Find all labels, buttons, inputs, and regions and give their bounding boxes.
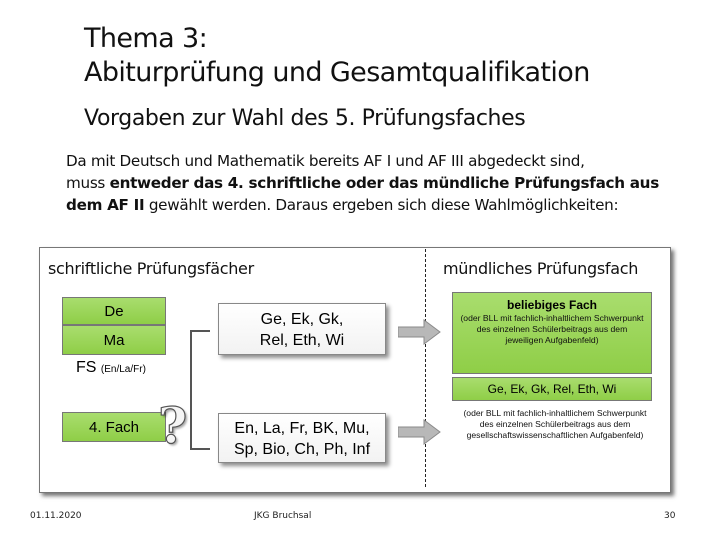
subject-ma-label: Ma [103, 332, 125, 349]
oral-alternative-note: (oder BLL mit fachlich-inhaltlichem Schwerpunkt des einzelnen Schülerbeitrags aus dem gesellschaftswissenschaftlichen Aufgabenfeld) [463, 408, 647, 440]
option-box-languages-sciences [218, 413, 386, 463]
footer-page: 30 [664, 511, 676, 521]
oral-subject-title: beliebiges Fach [506, 298, 598, 312]
intro-text [66, 150, 706, 216]
footer-date: 01.11.2020 [30, 511, 82, 521]
subject-fs [76, 359, 146, 377]
left-heading: schriftliche Prüfungsfächer [48, 259, 254, 278]
intro-line-3 [66, 194, 706, 216]
title-line-1: Thema 3: [84, 23, 208, 54]
option-box-ls-line2: Sp, Bio, Ch, Ph, Inf [233, 441, 371, 458]
option-box-social-line1: Ge, Ek, Gk, [260, 311, 344, 328]
title-line-2: Abiturprüfung und Gesamtqualifikation [84, 57, 590, 88]
connector-stem [190, 330, 192, 450]
intro-line-2a: muss [66, 174, 110, 192]
subject-fs-note: (En/La/Fr) [100, 364, 146, 375]
intro-line-3b: gewählt werden. Daraus ergeben sich diese Wahlmöglichkeiten: [144, 196, 619, 214]
oral-subject-box [452, 292, 652, 374]
connector-bottom [190, 448, 210, 450]
oral-alternative-title [452, 377, 652, 401]
fourth-subject [62, 412, 166, 442]
subject-de [62, 297, 166, 325]
slide-title [84, 22, 590, 90]
footer-center: JKG Bruchsal [254, 511, 312, 521]
oral-subject-note: (oder BLL mit fachlich-inhaltlichem Schwerpunkt des einzelnen Schülerbeitrags aus dem jeweiligen Aufgabenfeld) [460, 313, 644, 345]
subject-de-label: De [104, 303, 124, 320]
intro-line-2 [66, 172, 706, 194]
subject-fs-label: FS [76, 359, 97, 376]
intro-line-2b: entweder das 4. schriftliche oder das mündliche Prüfungsfach aus [109, 174, 659, 192]
option-box-social [218, 303, 386, 355]
intro-line-1: Da mit Deutsch und Mathematik bereits AF I und AF III abgedeckt sind, [66, 152, 585, 170]
question-mark-icon: ? [158, 396, 188, 455]
right-heading: mündliches Prüfungsfach [443, 259, 639, 278]
fourth-subject-label: 4. Fach [88, 419, 140, 436]
oral-alternative-label: Ge, Ek, Gk, Rel, Eth, Wi [487, 382, 617, 396]
option-box-social-line2: Rel, Eth, Wi [259, 332, 345, 349]
arrow-bottom-icon [398, 418, 442, 446]
arrow-top-icon [398, 318, 442, 346]
intro-line-3a: dem AF II [66, 196, 145, 214]
column-divider [425, 249, 426, 487]
option-box-ls-line1: En, La, Fr, BK, Mu, [234, 420, 370, 437]
subject-ma [62, 325, 166, 355]
connector-top [190, 330, 210, 332]
slide-subtitle: Vorgaben zur Wahl des 5. Prüfungsfaches [84, 106, 526, 131]
